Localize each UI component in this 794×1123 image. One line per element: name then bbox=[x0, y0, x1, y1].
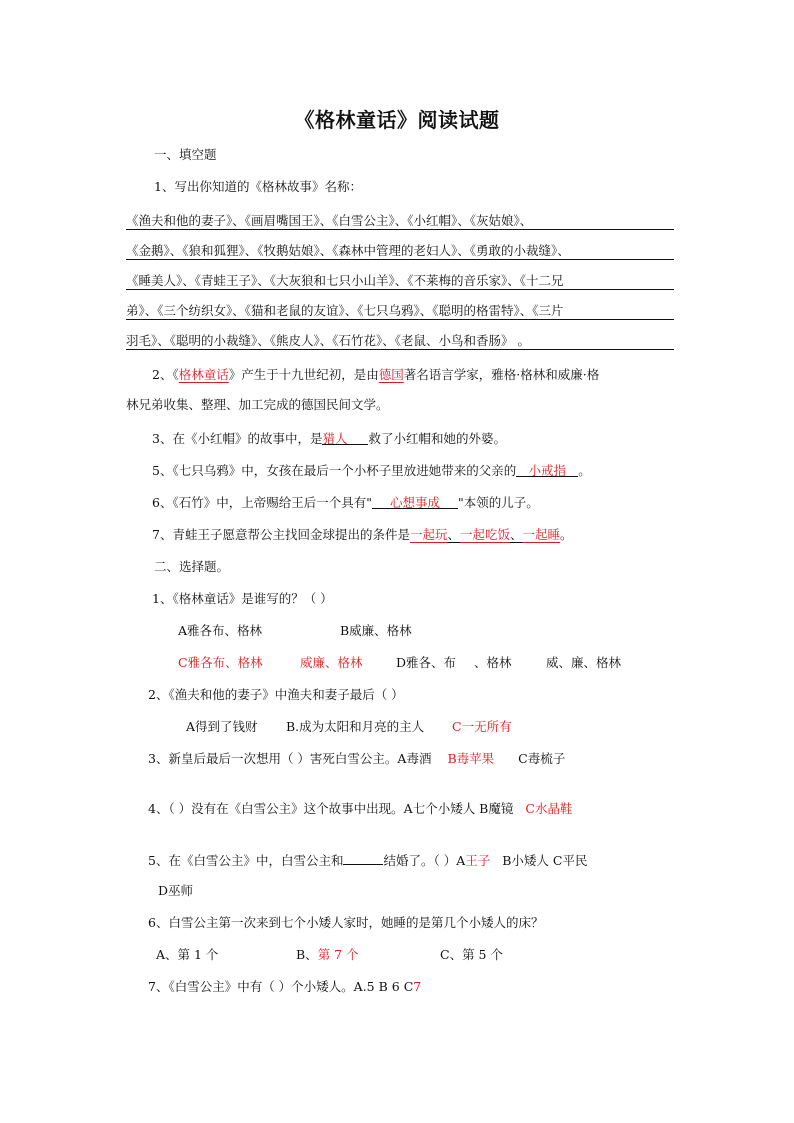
mc1-prompt: 1、《格林童话》是谁写的？（ ） bbox=[152, 591, 333, 606]
q5-answer: 小戒指 bbox=[528, 463, 566, 478]
mc2-option-b: B.成为太阳和月亮的主人 bbox=[286, 719, 425, 734]
q1-answer-line-4: 弟》、《三个纺织女》、《猫和老鼠的友谊》、《七只乌鸦》、《聪明的格雷特》、《三片 bbox=[126, 302, 674, 320]
q6: 6、《石竹》中，上帝赐给王后一个具有" 心想事成 "本领的儿子。 bbox=[152, 495, 539, 510]
q2-answer-2: 德国 bbox=[378, 367, 404, 382]
q6-answer: 心想事成 bbox=[389, 495, 440, 510]
mc3-option-c: C毒梳子 bbox=[518, 751, 566, 766]
q2-answer-1: 格林童话 bbox=[178, 367, 229, 382]
mc1-option-d-3: 威、廉、格林 bbox=[546, 655, 622, 670]
mc1-option-c-1: C雅各布、格林 bbox=[178, 655, 263, 670]
q5: 5、《七只乌鸦》中，女孩在最后一个小杯子里放进她带来的父亲的 小戒指 。 bbox=[152, 463, 591, 478]
mc6-option-b: B、第 7 个 bbox=[296, 947, 359, 962]
q2-line-2: 林兄弟收集、整理、加工完成的德国民间文学。 bbox=[126, 397, 389, 412]
mc2-option-c: C一无所有 bbox=[452, 719, 512, 734]
mc7-prompt: 7、《白雪公主》中有（ ）个小矮人。A.5 B 6 C bbox=[148, 979, 414, 994]
mc5-line-2: D巫师 bbox=[158, 883, 194, 898]
q1-answer-line-5: 羽毛》、《聪明的小裁缝》、《熊皮人》、《石竹花》、《老鼠、小鸟和香肠》 。 bbox=[126, 332, 674, 350]
q7-answer-2: 一起吃饭 bbox=[460, 527, 511, 542]
q1-prompt: 1、写出你知道的《格林故事》名称： bbox=[154, 179, 362, 194]
mc7-option-c: 7 bbox=[413, 979, 422, 994]
mc1-option-a: A雅各布、格林 bbox=[178, 623, 263, 638]
section-1-heading: 一、填空题 bbox=[154, 147, 217, 162]
q1-answer-line-1: 《渔夫和他的妻子》、《画眉嘴国王》、《白雪公主》、《小红帽》、《灰姑娘》、 bbox=[126, 212, 674, 230]
mc6-option-a: A、第 1 个 bbox=[156, 947, 219, 962]
mc5-line-1: 5、在《白雪公主》中，白雪公主和 结婚了。（ ）A王子 B小矮人 C平民 bbox=[148, 850, 587, 870]
q3-answer: 猎人 bbox=[322, 431, 348, 446]
mc3 bbox=[148, 750, 565, 768]
mc5-option-a: 王子 bbox=[465, 853, 491, 868]
mc1-option-c-2: 威廉、格林 bbox=[300, 655, 363, 670]
q2-line-1: 2、《格林童话》产生于十九世纪初，是由德国著名语言学家，雅格·格林和威廉·格 bbox=[152, 367, 600, 382]
q7-answer-3: 一起睡 bbox=[522, 527, 561, 542]
section-2-heading: 二、选择题。 bbox=[154, 559, 230, 574]
mc3-prompt: 3、新皇后最后一次想用（ ）害死白雪公主。A毒酒 bbox=[148, 751, 432, 766]
mc4-prompt: 4、（ ）没有在《白雪公主》这个故事中出现。A七个小矮人 B魔镜 bbox=[148, 801, 514, 816]
q7: 7、青蛙王子愿意帮公主找回金球提出的条件是一起玩、一起吃饭、一起睡。 bbox=[152, 527, 573, 542]
q1-answer-line-2: 《金鹅》、《狼和狐狸》、《牧鹅姑娘》、《森林中管理的老妇人》、《勇敢的小裁缝》、 bbox=[126, 242, 674, 260]
mc3-option-b: B毒苹果 bbox=[447, 751, 495, 766]
mc4-option-c: C水晶鞋 bbox=[525, 801, 573, 816]
mc1-option-d-1: D雅各、布 bbox=[396, 655, 457, 670]
q3: 3、在《小红帽》的故事中，是猎人 救了小红帽和她的外婆。 bbox=[152, 431, 506, 446]
page-title: 《格林童话》阅读试题 bbox=[294, 108, 500, 132]
mc1-option-d-2: 、格林 bbox=[474, 655, 512, 670]
mc7 bbox=[148, 978, 421, 996]
mc1-option-b: B威廉、格林 bbox=[340, 623, 412, 638]
mc5-blank bbox=[343, 850, 383, 865]
q1-answer-line-3: 《睡美人》、《青蛙王子》、《大灰狼和七只小山羊》、《不莱梅的音乐家》、《十二兄 bbox=[126, 272, 674, 290]
mc4 bbox=[148, 800, 572, 818]
mc2-prompt: 2、《渔夫和他的妻子》中渔夫和妻子最后（ ） bbox=[148, 687, 404, 702]
mc6-option-c: C、第 5 个 bbox=[440, 947, 503, 962]
mc6-prompt: 6、白雪公主第一次来到七个小矮人家时，她睡的是第几个小矮人的床？ bbox=[148, 915, 544, 930]
q7-answer-1: 一起玩 bbox=[409, 527, 448, 542]
mc2-option-a: A得到了钱财 bbox=[186, 719, 258, 734]
